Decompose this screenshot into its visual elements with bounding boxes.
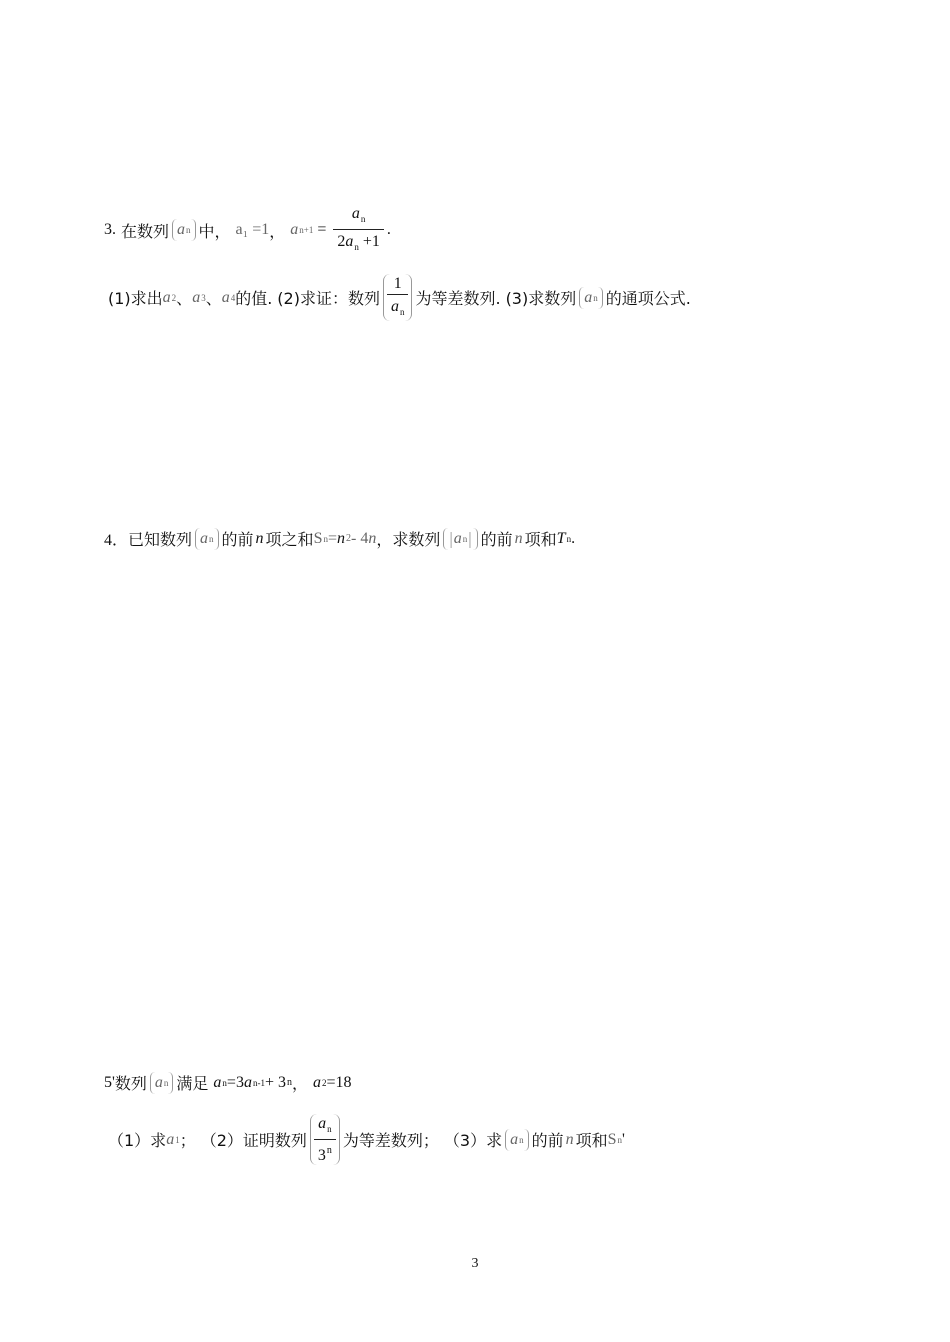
problem-5-stem: 5' 数列 a n 满足 a n =3 a n-1 + 3 n ， a 2 =18 <box>104 1073 352 1093</box>
problem-5-number: 5' <box>104 1073 115 1091</box>
problem-3-text1: 在数列 <box>121 221 170 241</box>
condition-a1: a₁ =1 <box>235 221 270 238</box>
recurrence-fraction: $\frac{a_n}{2a_n +1}$ <box>333 204 384 256</box>
problem-3-stem: 3. 在数列 a n 中， a₁ =1 ， a n+1 = $\frac{a_n}{2a_n +1}$ . <box>104 204 391 256</box>
problem-4: 4． 已知数列 a n 的前 n 项之和 S n = n 2 - 4 n ，求数列 | a n | 的前 n 项和 T n . <box>104 529 576 549</box>
sequence-an-brace: a n <box>172 219 196 241</box>
recurrence-lhs: a <box>290 221 299 238</box>
problem-5-parts: （1）求 a 1 ； （2）证明数列 $\frac{a_n}{3^n}$ 为等差数列； （3）求 a n 的前 n 项和 S n ' <box>108 1115 625 1164</box>
problem-3-part2-label: (2)求证：数列 <box>277 289 380 308</box>
abs-sequence-brace: | a n | <box>443 528 477 550</box>
ratio-sequence-brace: $\frac{a_n}{3^n}$ <box>310 1114 340 1165</box>
problem-3-number: 3. <box>104 221 116 238</box>
problem-3-text2: 中， <box>198 221 231 241</box>
problem-3-part3-label: (3)求数列 <box>505 289 577 308</box>
problem-4-number: 4． <box>104 532 129 549</box>
problem-3-part1-label: (1)求出 <box>108 289 163 308</box>
page-number: 3 <box>471 1256 479 1271</box>
reciprocal-sequence-brace: $\frac{1}{a_n}$ <box>383 274 413 321</box>
problem-3-parts: (1)求出 a 2 、 a 3 、 a 4 的值. (2)求证：数列 $\frac{1}{a_n}$ 为等差数列. (3)求数列 a n 的通项公式. <box>108 274 691 321</box>
